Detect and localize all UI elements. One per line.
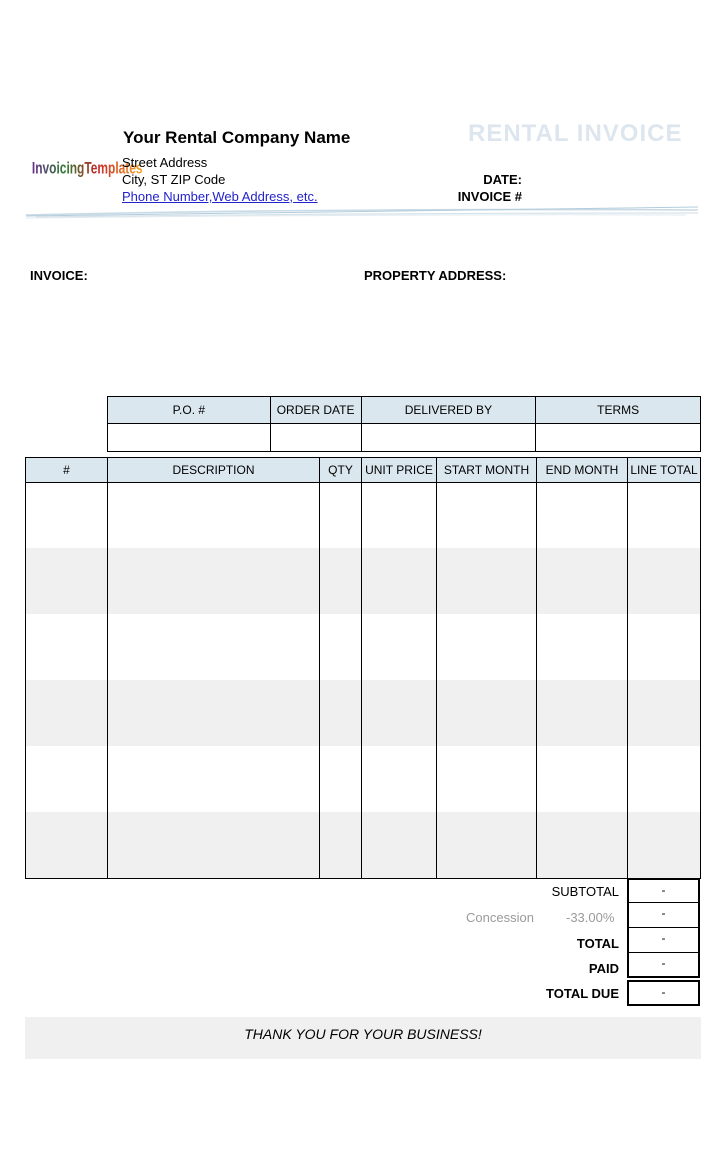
total-label: TOTAL [576, 936, 619, 951]
paid-label: PAID [588, 961, 619, 976]
start-month-header: START MONTH [443, 463, 530, 477]
delivered-by-cell[interactable] [361, 424, 536, 452]
po-number-header: P.O. # [108, 397, 271, 424]
company-logo [31, 150, 143, 184]
total-due-value: - [627, 980, 700, 1006]
concession-value: - [627, 903, 700, 928]
po-number-cell[interactable] [108, 424, 271, 452]
document-title: RENTAL INVOICE [468, 120, 683, 147]
terms-cell[interactable] [536, 424, 701, 452]
date-label: DATE: [483, 172, 522, 187]
description-header: DESCRIPTION [172, 463, 255, 477]
total-value: - [627, 928, 700, 953]
line-items-table [25, 457, 701, 879]
line-total-header: LINE TOTAL [630, 463, 698, 477]
delivered-by-header: DELIVERED BY [361, 397, 536, 424]
order-date-header: ORDER DATE [270, 397, 361, 424]
street-address: Street Address [122, 155, 208, 170]
company-name: Your Rental Company Name [123, 128, 351, 147]
contact-link[interactable]: Phone Number,Web Address, etc. [122, 189, 318, 204]
logo-graphic [31, 150, 143, 184]
header-divider [26, 204, 698, 220]
terms-header: TERMS [536, 397, 701, 424]
subtotal-value: - [627, 878, 700, 903]
order-date-cell[interactable] [270, 424, 361, 452]
logo-text: InvoicingTemplates [31, 159, 143, 179]
paid-value: - [627, 953, 700, 978]
item-number-header: # [63, 463, 70, 477]
invoice-to-label: INVOICE: [30, 268, 88, 283]
qty-header: QTY [328, 463, 353, 477]
total-due-label: TOTAL DUE [546, 986, 619, 1001]
order-info-table [107, 396, 701, 452]
concession-rate: -33.00% [566, 910, 615, 925]
thank-you-text: THANK YOU FOR YOUR BUSINESS! [244, 1026, 482, 1042]
subtotal-label: SUBTOTAL [551, 884, 619, 899]
order-info-value-row [108, 424, 701, 452]
invoice-number-label: INVOICE # [457, 189, 522, 204]
city-line: City, ST ZIP Code [122, 172, 226, 187]
unit-price-header: UNIT PRICE [365, 463, 433, 477]
end-month-header: END MONTH [545, 463, 619, 477]
thank-you-banner [25, 1017, 701, 1059]
property-address-label: PROPERTY ADDRESS: [364, 268, 507, 283]
concession-label: Concession [466, 910, 534, 925]
order-info-header-row [108, 397, 701, 424]
